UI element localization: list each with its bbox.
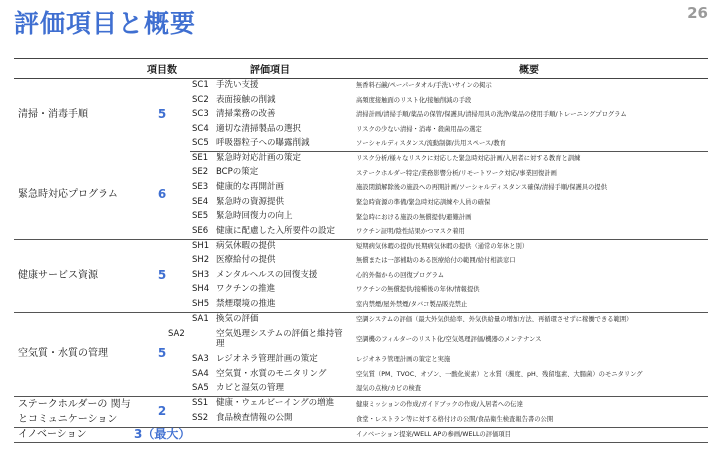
item-code: SE4 — [192, 196, 209, 207]
item-summary: ステークホルダー特定/業務影響分析/リモートワーク対応/事業回復計画 — [356, 169, 557, 177]
item-code: SA4 — [192, 368, 209, 379]
table-header-row — [14, 59, 708, 79]
item-summary: 清掃計画/清掃手順/薬品の保管/保護具/清掃用具の洗浄/薬品の使用手順/トレーニングプログラム — [356, 111, 627, 119]
item-code: SA2 — [168, 328, 185, 339]
table-row — [14, 151, 708, 166]
item-summary: 緊急時資源の準備/緊急時対応訓練や人員の確保 — [356, 198, 491, 206]
item-name: BCPの策定 — [216, 167, 259, 178]
item-code: SE6 — [192, 225, 209, 236]
item-code: SE3 — [192, 182, 209, 193]
item-summary: 施設閉鎖解除後の施設への再開計画/ソーシャルディスタンス確保/清掃手順/保護具の提供 — [356, 184, 607, 192]
item-name: 呼吸器粒子への曝露削減 — [216, 138, 310, 149]
table-row — [14, 79, 708, 94]
item-code: SH4 — [192, 284, 210, 295]
item-summary: 短期病気休暇の提供/長期病気休暇の提供（通常の年休と別） — [356, 242, 529, 250]
item-code: SS2 — [192, 413, 209, 424]
item-summary: 食堂・レストラン等に対する格付けの公開/食品衛生検査報告書の公開 — [350, 412, 708, 428]
item-name: メンタルヘルスの回復支援 — [216, 269, 318, 280]
item-code: SC4 — [192, 123, 209, 134]
count-cleaning: 5 — [157, 107, 167, 122]
item-name: 緊急時の資源提供 — [216, 196, 285, 207]
item-summary: 空調機のフィルターのリスト化/空気処理評価/機器のメンテナンス — [356, 335, 542, 343]
item-name: 健康に配慮した入所要件の設定 — [216, 225, 336, 236]
item-code: SE2 — [192, 167, 209, 178]
category-innovation: イノベーション — [14, 427, 134, 442]
page-title: 評価項目と概要 — [14, 9, 197, 38]
item-name: 病気休暇の提供 — [216, 240, 276, 251]
item-summary: 空気質（PM、TVOC、オゾン、一酸化炭素）と水質（濁度、pH、残留塩素、大腸菌）のモニタリング — [356, 370, 643, 378]
item-summary: 高頻度接触面のリスト化/接触削減の手段 — [356, 96, 472, 104]
category-air-water: 空気質・水質の管理 — [14, 312, 134, 396]
item-code: SA3 — [192, 354, 209, 364]
item-code: SH2 — [192, 255, 210, 266]
item-name: 手洗い支援 — [216, 80, 259, 91]
item-name: 空気質・水質のモニタリング — [216, 368, 327, 379]
item-name: 緊急時回復力の向上 — [216, 211, 293, 222]
item-code: SC2 — [192, 94, 209, 105]
item-name: ワクチンの推進 — [216, 284, 276, 295]
item-name: 健康・ウェルビーイングの増進 — [216, 398, 335, 409]
item-code: SC3 — [192, 109, 209, 120]
item-code: SH3 — [192, 269, 210, 280]
table-row — [14, 312, 708, 327]
item-code: SH1 — [192, 240, 210, 251]
header-count: 項目数 — [134, 59, 190, 79]
item-summary: リスクの少ない清掃・消毒・殺菌用品の選定 — [356, 125, 482, 133]
item-summary: ワクチン証明/陰性結果かつマスク着用 — [350, 224, 708, 239]
item-summary: 空調システムの評価（最大外気供給率、外気供給量の増加方法、再循環させずに稼働できる範囲） — [356, 315, 633, 323]
item-summary: 室内禁煙/屋外禁煙/タバコ製品販売禁止 — [350, 297, 708, 312]
item-name: 食品検査情報の公開 — [216, 413, 293, 424]
count-innovation: 3（最大） — [134, 426, 191, 441]
table-row — [14, 427, 708, 442]
count-air-water: 5 — [134, 312, 190, 396]
item-name: 健康的な再開計画 — [216, 182, 285, 193]
item-name: 医療給付の提供 — [216, 255, 276, 266]
header-summary: 概要 — [350, 59, 708, 79]
item-code: SE1 — [192, 153, 209, 164]
item-code: SC5 — [192, 138, 209, 149]
count-stakeholder: 2 — [134, 396, 190, 427]
item-name: レジオネラ管理計画の策定 — [216, 354, 318, 364]
item-code: SS1 — [192, 398, 209, 409]
item-summary: ソーシャルディスタンス/流動制御/共用スペース/教育 — [350, 137, 708, 152]
item-summary: 心的外傷からの回復プログラム — [356, 271, 445, 279]
item-name: 清掃業務の改善 — [216, 109, 276, 120]
item-name: カビと湿気の管理 — [216, 382, 285, 393]
count-health-services: 5 — [134, 239, 190, 312]
item-summary: 健康ミッションの作成/ガイドブックの作成/入居者への伝達 — [356, 400, 523, 408]
header-item: 評価項目 — [190, 59, 350, 79]
category-cleaning: 清掃・消毒手順 — [18, 109, 88, 121]
category-stakeholder: ステークホルダーの 関与とコミュニケーション — [14, 396, 134, 427]
item-summary: イノベーション提案/WELL APの参画/WELLの評価項目 — [350, 427, 708, 442]
item-name: 空気処理システムの評価と維持管理 — [216, 328, 343, 349]
item-code: SC1 — [192, 80, 209, 91]
category-emergency: 緊急時対応プログラム — [14, 151, 134, 239]
item-summary: リスク分析/様々なリスクに対応した緊急時対応計画/入居者に対する教育と訓練 — [356, 155, 581, 163]
evaluation-table — [14, 58, 708, 443]
item-code: SA1 — [192, 313, 209, 324]
item-summary: 無香料石鹸/ペーパータオル/手洗いサインの掲示 — [356, 82, 492, 90]
item-summary: 無償または一部補助のある医療給付の範囲/給付相談窓口 — [356, 257, 516, 265]
item-code: SE5 — [192, 211, 209, 222]
item-name: 表面接触の削減 — [216, 94, 276, 105]
item-name: 禁煙環境の推進 — [216, 298, 276, 309]
item-summary: ワクチンの無償提供/接種後の年休/情報提供 — [356, 286, 480, 294]
item-name: 適切な清掃製品の選択 — [216, 123, 302, 134]
category-health-services: 健康サービス資源 — [14, 239, 134, 312]
item-code: SH5 — [192, 298, 210, 309]
count-emergency: 6 — [134, 151, 190, 239]
item-name: 換気の評価 — [216, 313, 259, 324]
item-summary: 湿気の点検/カビの検査 — [350, 382, 708, 397]
table-row — [14, 239, 708, 254]
table-row — [14, 396, 708, 412]
item-summary: レジオネラ管理計画の策定と実施 — [356, 356, 451, 364]
item-name: 緊急時対応計画の策定 — [216, 153, 302, 164]
page-number: 26 — [687, 4, 708, 22]
item-code: SA5 — [192, 382, 209, 393]
item-summary: 緊急時における施設の無償提供/避難計画 — [356, 213, 472, 221]
